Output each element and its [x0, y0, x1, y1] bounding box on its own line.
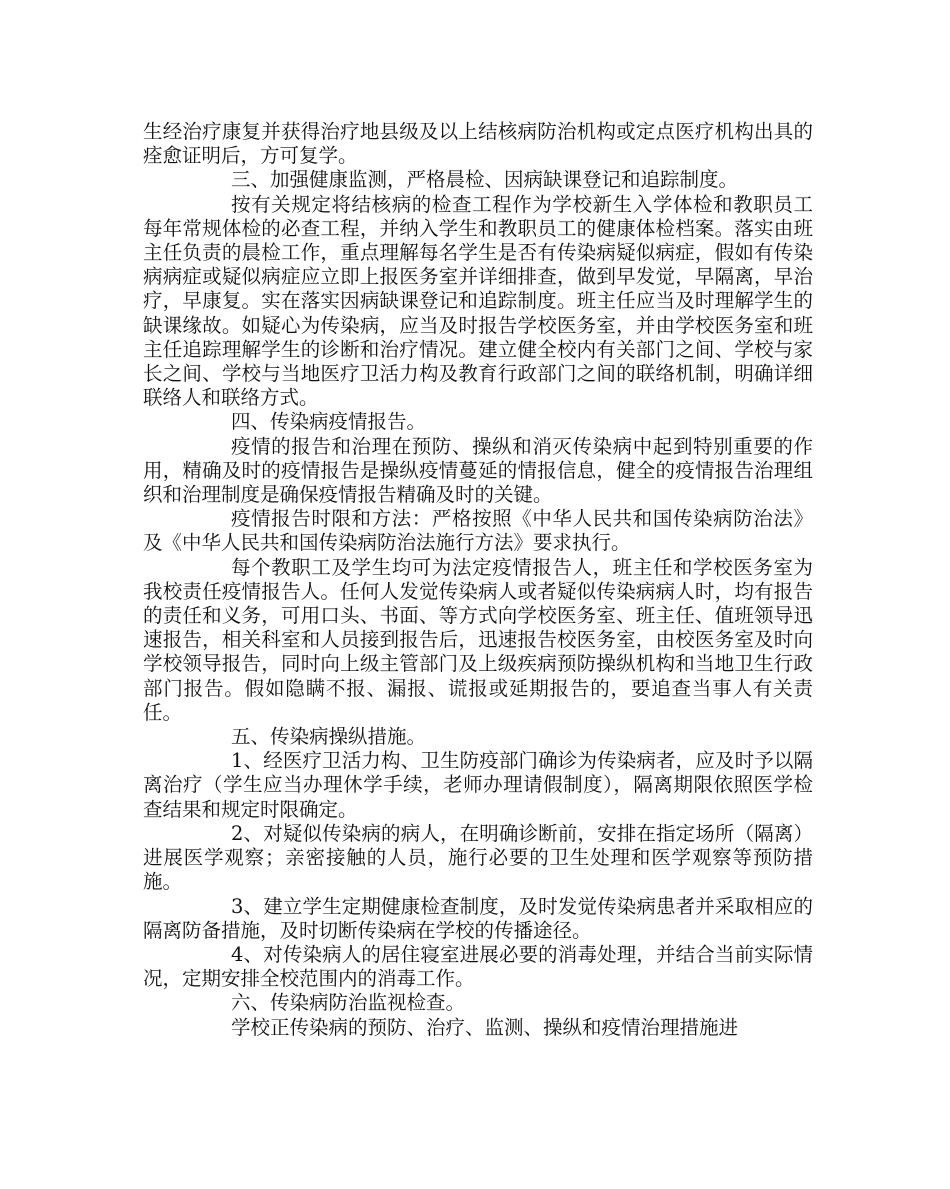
list-item: 1、经医疗卫活力构、卫生防疫部门确诊为传染病者，应及时予以隔离治疗（学生应当办理休学手续，老师办理请假制度），隔离期限依照医学检查结果和规定时限确定。 [143, 749, 813, 821]
paragraph: 每个教职工及学生均可为法定疫情报告人，班主任和学校医务室为我校责任疫情报告人。任何人发觉传染病人或者疑似传染病病人时，均有报告的责任和义务，可用口头、书面、等方式向学校医务室、班主任、值班领导迅速报告，相关科室和人员接到报告后，迅速报告校医务室，由校医务室及时向学校领导报告，同时向上级主管部门及上级疾病预防操纵机构和当地卫生行政部门报告。假如隐瞒不报、漏报、谎报或延期报告的，要追查当事人有关责任。 [143, 555, 813, 724]
list-item: 3、建立学生定期健康检查制度，及时发觉传染病患者并采取相应的隔离防备措施，及时切断传染病在学校的传播途径。 [143, 894, 813, 942]
list-item: 2、对疑似传染病的病人，在明确诊断前，安排在指定场所（隔离）进展医学观察；亲密接触的人员，施行必要的卫生处理和医学观察等预防措施。 [143, 821, 813, 894]
paragraph: 按有关规定将结核病的检查工程作为学校新生入学体检和教职员工每年常规体检的必查工程，并纳入学生和教职员工的健康体检档案。落实由班主任负责的晨检工作，重点理解每名学生是否有传染病疑似病症，假如有传染病病症或疑似病症应立即上报医务室并详细排查，做到早发觉，早隔离，早治疗，早康复。实在落实因病缺课登记和追踪制度。班主任应当及时理解学生的缺课缘故。如疑心为传染病，应当及时报告学校医务室，并由学校医务室和班主任追踪理解学生的诊断和治疗情况。建立健全校内有关部门之间、学校与家长之间、学校与当地医疗卫活力构及教育行政部门之间的联络机制，明确详细联络人和联络方式。 [143, 192, 813, 410]
paragraph: 学校正传染病的预防、治疗、监测、操纵和疫情治理措施进 [231, 1015, 739, 1039]
paragraph: 疫情的报告和治理在预防、操纵和消灭传染病中起到特别重要的作用，精确及时的疫情报告是操纵疫情蔓延的情报信息，健全的疫情报告治理组织和治理制度是确保疫情报告精确及时的关键。 [143, 434, 813, 507]
section-heading-4: 四、传染病疫情报告。 [231, 410, 427, 434]
paragraph-continuation: 生经治疗康复并获得治疗地县级及以上结核病防治机构或定点医疗机构出具的痊愈证明后，方可复学。 [143, 120, 813, 168]
list-item: 4、对传染病人的居住寝室进展必要的消毒处理，并结合当前实际情况，定期安排全校范围内的消毒工作。 [143, 942, 813, 991]
section-heading-3: 三、加强健康监测，严格晨检、因病缺课登记和追踪制度。 [231, 168, 739, 192]
section-heading-6: 六、传染病防治监视检查。 [231, 991, 466, 1015]
section-heading-5: 五、传染病操纵措施。 [231, 725, 427, 749]
paragraph: 疫情报告时限和方法：严格按照《中华人民共和国传染病防治法》及《中华人民共和国传染病防治法施行方法》要求执行。 [143, 507, 813, 555]
document-body [143, 120, 813, 1040]
